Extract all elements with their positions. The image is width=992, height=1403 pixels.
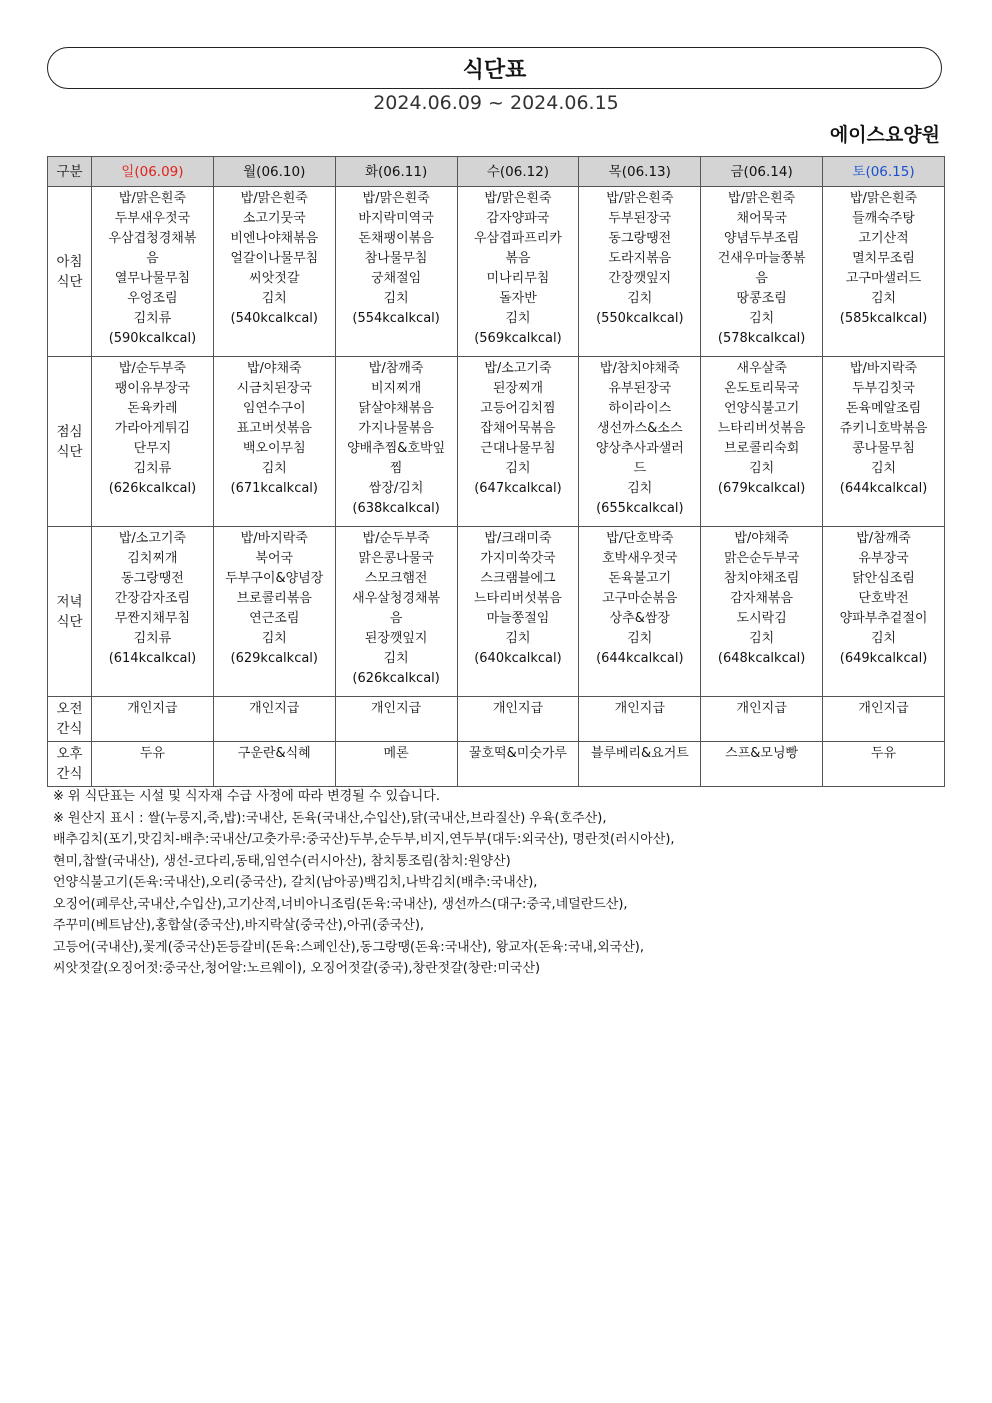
header-category: 구분 (48, 157, 92, 187)
meal-cell: 밥/참깨죽 비지찌개 닭살야채볶음 가지나물볶음 양배추찜&호박잎 찜 쌈장/김치 (638kcalkcal) (335, 357, 457, 527)
meal-cell: 밥/맑은흰죽 두부새우젓국 우삼겹청경채볶 음 열무나물무침 우엉조림 김치류 (590kcalkcal) (92, 187, 214, 357)
meal-cell: 구운란&식혜 (213, 742, 335, 787)
day-header: 화(06.11) (335, 157, 457, 187)
page-title-box (47, 47, 942, 89)
meal-cell: 개인지급 (457, 697, 579, 742)
note-line: ※ 원산지 표시 : 쌀(누룽지,죽,밥):국내산, 돈육(국내산,수입산),닭(국내산,브라질산) 우육(호주산), (53, 810, 607, 826)
meal-cell: 스프&모닝빵 (701, 742, 823, 787)
meal-cell: 개인지급 (92, 697, 214, 742)
meal-row-label: 점심 식단 (48, 357, 92, 527)
meal-cell: 밥/맑은흰죽 소고기뭇국 비엔나야채볶음 얼갈이나물무침 씨앗젓갈 김치 (540kcalkcal) (213, 187, 335, 357)
note-line: 오징어(페루산,국내산,수입산),고기산적,너비아니조림(돈육:국내산), 생선까스(대구:중국,네덜란드산), (53, 896, 628, 912)
note-line: ※ 위 식단표는 시설 및 식자재 수급 사정에 따라 변경될 수 있습니다. (53, 789, 440, 804)
meal-cell: 두유 (92, 742, 214, 787)
meal-cell: 밥/단호박죽 호박새우젓국 돈육불고기 고구마순볶음 상추&쌈장 김치 (644kcalkcal) (579, 527, 701, 697)
meal-cell: 밥/순두부죽 맑은콩나물국 스모크햄전 새우살청경채볶 음 된장깻잎지 김치 (626kcalkcal) (335, 527, 457, 697)
meal-cell: 밥/소고기죽 김치찌개 동그랑땡전 간장감자조림 무짠지채무침 김치류 (614kcalkcal) (92, 527, 214, 697)
meal-cell: 밥/야채죽 맑은순두부국 참치야채조림 감자채볶음 도시락김 김치 (648kcalkcal) (701, 527, 823, 697)
meal-cell: 메론 (335, 742, 457, 787)
meal-cell: 밥/맑은흰죽 채어묵국 양념두부조림 건새우마늘쫑볶 음 땅콩조림 김치 (578kcalkcal) (701, 187, 823, 357)
meal-row-label: 오후 간식 (48, 742, 92, 787)
date-range: 2024.06.09 ~ 2024.06.15 (373, 92, 619, 114)
meal-cell: 블루베리&요거트 (579, 742, 701, 787)
day-header: 일(06.09) (92, 157, 214, 187)
meal-row-label: 오전 간식 (48, 697, 92, 742)
meal-cell: 밥/맑은흰죽 감자양파국 우삼겹파프리카 볶음 미나리무침 돌자반 김치 (569kcalkcal) (457, 187, 579, 357)
note-line: 주꾸미(베트남산),홍합살(중국산),바지락살(중국산),아귀(중국산), (53, 918, 425, 933)
meal-cell: 밥/참치야채죽 유부된장국 하이라이스 생선까스&소스 양상추사과샐러 드 김치 (655kcalkcal) (579, 357, 701, 527)
meal-cell: 꿀호떡&미숫가루 (457, 742, 579, 787)
meal-cell: 밥/크래미죽 가지미쑥갓국 스크램블에그 느타리버섯볶음 마늘쫑절임 김치 (640kcalkcal) (457, 527, 579, 697)
meal-cell: 밥/바지락죽 두부김칫국 돈육메알조림 쥬키니호박볶음 콩나물무침 김치 (644kcalkcal) (823, 357, 945, 527)
meal-cell: 밥/맑은흰죽 바지락미역국 돈채팽이볶음 참나물무침 궁채절임 김치 (554kcalkcal) (335, 187, 457, 357)
menu-table (47, 156, 945, 787)
note-line: 언양식불고기(돈육:국내산),오리(중국산), 갈치(남아공)백김치,나박김치(배추:국내산), (53, 875, 538, 890)
meal-cell: 두유 (823, 742, 945, 787)
meal-row-label: 아침 식단 (48, 187, 92, 357)
meal-cell: 개인지급 (213, 697, 335, 742)
meal-cell: 밥/순두부죽 팽이유부장국 돈육카레 가라아게튀김 단무지 김치류 (626kcalkcal) (92, 357, 214, 527)
note-line: 씨앗젓갈(오징어젓:중국산,청어알:노르웨이), 오징어젓갈(중국),창란젓갈(창란:미국산) (53, 961, 541, 976)
meal-row (48, 187, 945, 357)
meal-cell: 밥/바지락죽 북어국 두부구이&양념장 브로콜리볶음 연근조림 김치 (629kcalkcal) (213, 527, 335, 697)
page-title: 식단표 (462, 57, 527, 83)
table-header-row (48, 157, 945, 187)
meal-cell: 밥/야채죽 시금치된장국 임연수구이 표고버섯볶음 백오이무침 김치 (671kcalkcal) (213, 357, 335, 527)
meal-row (48, 742, 945, 787)
day-header: 금(06.14) (701, 157, 823, 187)
meal-cell: 개인지급 (701, 697, 823, 742)
meal-row (48, 527, 945, 697)
meal-row (48, 697, 945, 742)
meal-row (48, 357, 945, 527)
note-line: 현미,찹쌀(국내산), 생선-코다리,동태,임연수(러시아산), 참치통조림(참치:원양산) (53, 853, 511, 869)
meal-cell: 개인지급 (579, 697, 701, 742)
meal-cell: 밥/맑은흰죽 두부된장국 동그랑땡전 도라지볶음 간장깻잎지 김치 (550kcalkcal) (579, 187, 701, 357)
meal-cell: 개인지급 (823, 697, 945, 742)
meal-cell: 밥/맑은흰죽 들깨숙주탕 고기산적 멸치무조림 고구마샐러드 김치 (585kcalkcal) (823, 187, 945, 357)
note-line: 배추김치(포기,맛김치-배추:국내산/고춧가루:중국산)두부,순두부,비지,연두부(대두:외국산), 명란젓(러시아산), (53, 832, 675, 847)
note-line: 고등어(국내산),꽃게(중국산)돈등갈비(돈육:스페인산),동그랑땡(돈육:국내산), 왕교자(돈육:국내,외국산), (53, 939, 644, 955)
day-header: 수(06.12) (457, 157, 579, 187)
meal-cell: 개인지급 (335, 697, 457, 742)
notes-section (53, 786, 943, 980)
organization-name: 에이스요양원 (829, 124, 940, 146)
meal-cell: 새우살죽 온도토리묵국 언양식불고기 느타리버섯볶음 브로콜리숙회 김치 (679kcalkcal) (701, 357, 823, 527)
table-body (48, 187, 945, 787)
meal-cell: 밥/소고기죽 된장찌개 고등어김치찜 잡채어묵볶음 근대나물무침 김치 (647kcalkcal) (457, 357, 579, 527)
meal-row-label: 저녁 식단 (48, 527, 92, 697)
day-header: 토(06.15) (823, 157, 945, 187)
day-header: 목(06.13) (579, 157, 701, 187)
day-header: 월(06.10) (213, 157, 335, 187)
meal-cell: 밥/참깨죽 유부장국 닭안심조림 단호박전 양파부추겉절이 김치 (649kcalkcal) (823, 527, 945, 697)
